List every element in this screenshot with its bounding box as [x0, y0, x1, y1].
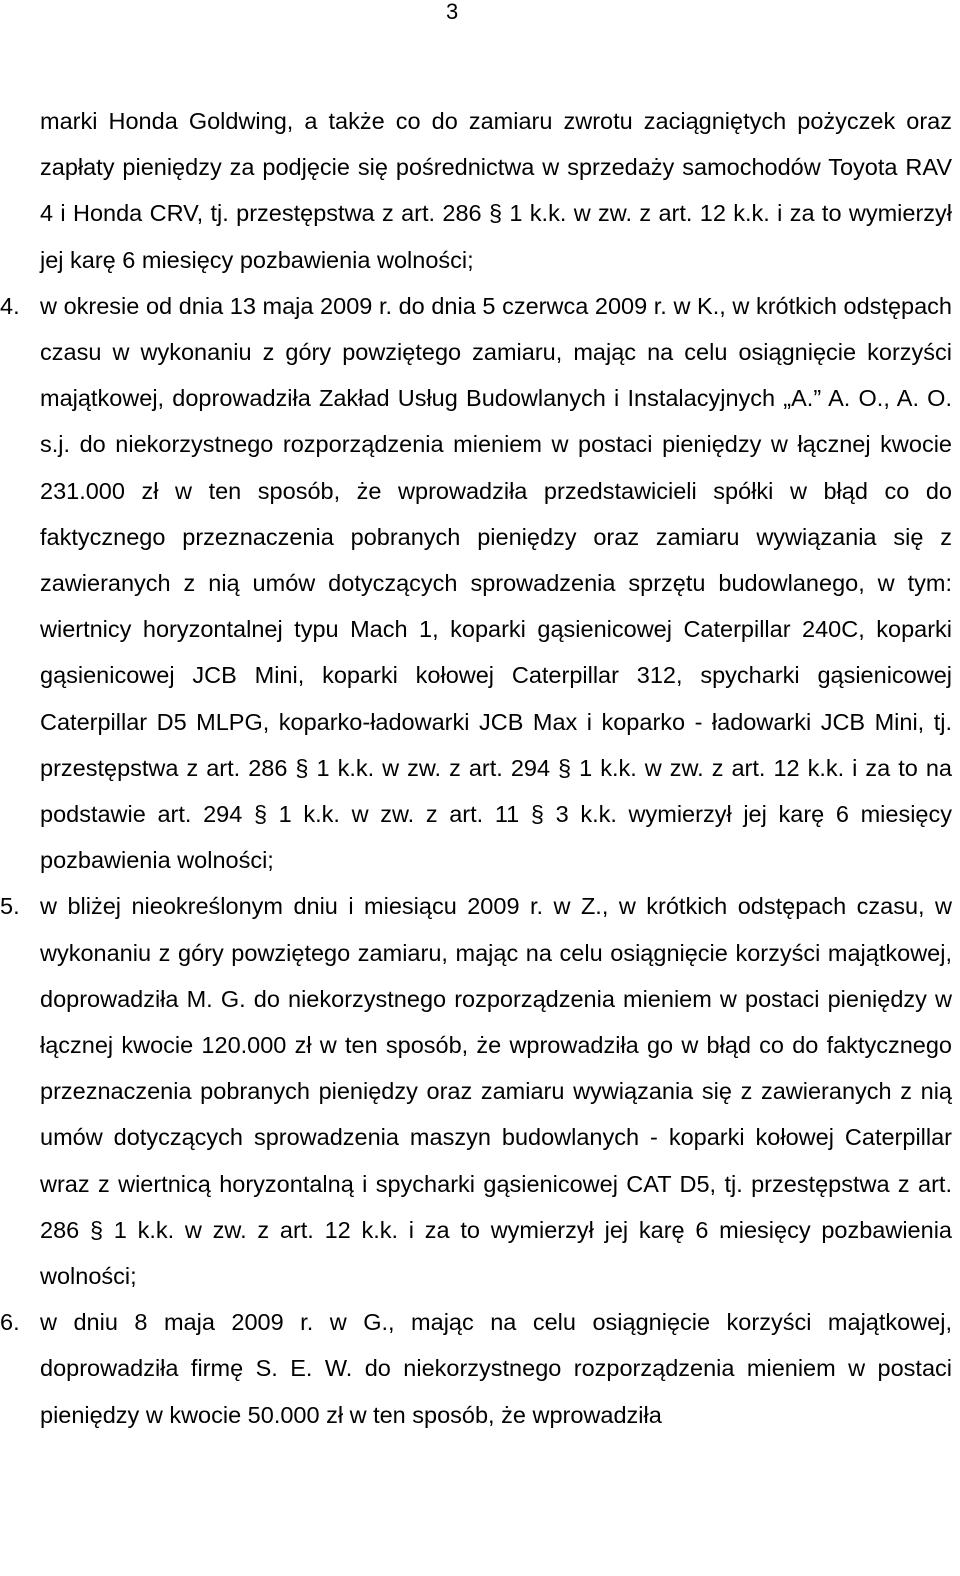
page-number: 3	[446, 0, 459, 24]
paragraph-text: w okresie od dnia 13 maja 2009 r. do dnia 5 czerwca 2009 r. w K., w krótkich odstępach czasu w wykonaniu z góry powziętego zamiaru, mając na celu osiągnięcie korzyści majątkowej, doprowadziła Zakład Usług Budowlanych i Instalacyjnych „A.” A. O., A. O. s.j. do niekorzystnego rozporządzenia mieniem w postaci pieniędzy w łącznej kwocie 231.000 zł w ten sposób, że wprowadziła przedstawicieli spółki w błąd co do faktycznego przeznaczenia pobranych pieniędzy oraz zamiaru wywiązania się z zawieranych z nią umów dotyczących sprowadzenia sprzętu budowlanego, w tym: wiertnicy horyzontalnej typu Mach 1, koparki gąsienicowej Caterpillar 240C, koparki gąsienicowej JCB Mini, koparki kołowej Caterpillar 312, spycharki gąsienicowej Caterpillar D5 MLPG, koparko-ładowarki JCB Max i koparko - ładowarki JCB Mini, tj. przestępstwa z art. 286 § 1 k.k. w zw. z art. 294 § 1 k.k. w zw. z art. 12 k.k. i za to na podstawie art. 294 § 1 k.k. w zw. z art. 11 § 3 k.k. wymierzył jej karę 6 miesięcy pozbawienia wolności;	[40, 292, 952, 874]
paragraph-continuation	[0, 98, 960, 283]
paragraph-text: marki Honda Goldwing, a także co do zamiaru zwrotu zaciągniętych pożyczek oraz zapłaty pieniędzy za podjęcie się pośrednictwa w sprzedaży samochodów Toyota RAV 4 i Honda CRV, tj. przestępstwa z art. 286 § 1 k.k. w zw. z art. 12 k.k. i za to wymierzył jej karę 6 miesięcy pozbawienia wolności;	[40, 108, 952, 273]
list-item-number: 5.	[0, 893, 20, 920]
list-item-number: 6.	[0, 1309, 20, 1336]
paragraph-text: w dniu 8 maja 2009 r. w G., mając na celu osiągnięcie korzyści majątkowej, doprowadziła firmę S. E. W. do niekorzystnego rozporządzenia mieniem w postaci pieniędzy w kwocie 50.000 zł w ten sposób, że wprowadziła	[40, 1309, 952, 1428]
list-item-5	[0, 883, 960, 1299]
document-body	[0, 98, 960, 1438]
paragraph-text: w bliżej nieokreślonym dniu i miesiącu 2009 r. w Z., w krótkich odstępach czasu, w wykonaniu z góry powziętego zamiaru, mając na celu osiągnięcie korzyści majątkowej, doprowadziła M. G. do niekorzystnego rozporządzenia mieniem w postaci pieniędzy w łącznej kwocie 120.000 zł w ten sposób, że wprowadziła go w błąd co do faktycznego przeznaczenia pobranych pieniędzy oraz zamiaru wywiązania się z zawieranych z nią umów dotyczących sprowadzenia maszyn budowlanych - koparki kołowej Caterpillar wraz z wiertnicą horyzontalną i spycharki gąsienicowej CAT D5, tj. przestępstwa z art. 286 § 1 k.k. w zw. z art. 12 k.k. i za to wymierzył jej karę 6 miesięcy pozbawienia wolności;	[40, 893, 952, 1290]
list-item-4	[0, 283, 960, 884]
list-item-number: 4.	[0, 292, 20, 319]
list-item-6	[0, 1299, 960, 1438]
